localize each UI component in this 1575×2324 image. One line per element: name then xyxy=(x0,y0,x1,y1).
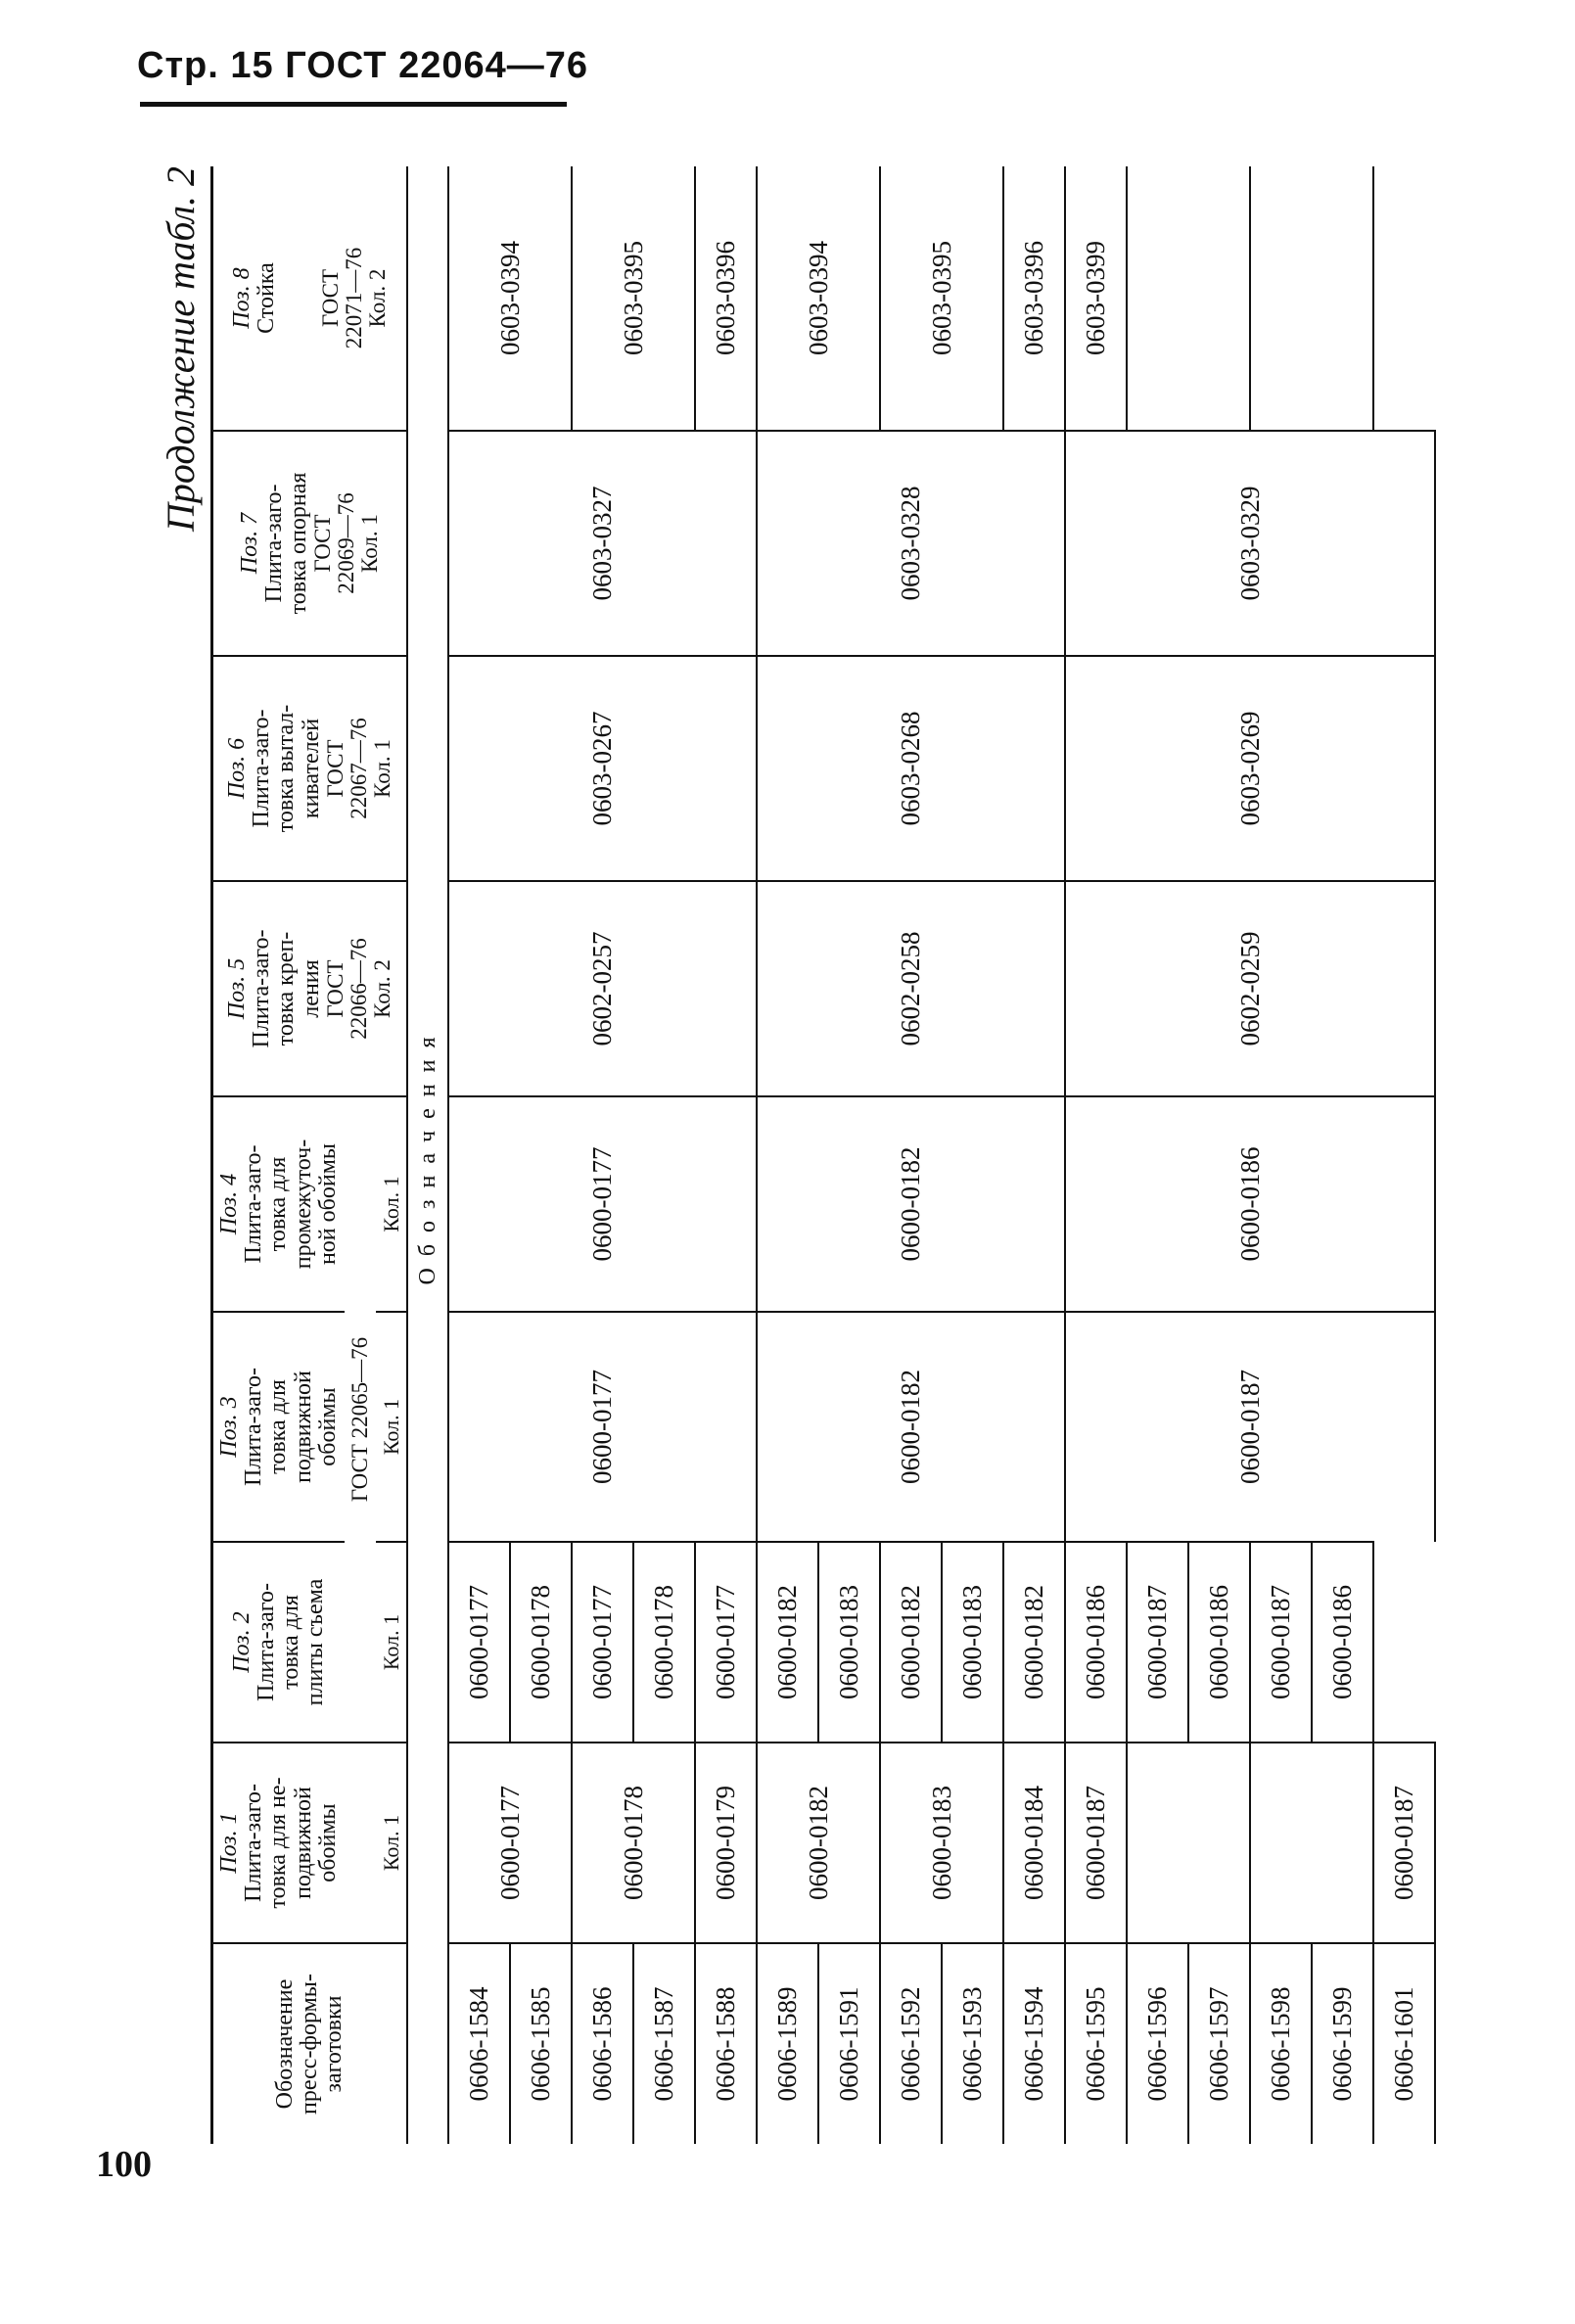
col-header-pos7: Поз. 7 Плита-заго- товка опорная ГОСТ 22069—76 Кол. 1 xyxy=(212,431,408,656)
table-row xyxy=(757,166,818,2144)
cell-pos8: 0603-0394 xyxy=(757,166,880,431)
kol-pos1: Кол. 1 xyxy=(376,1743,407,1943)
row-code: 0606-1601 xyxy=(1373,1943,1435,2144)
cell-pos8: 0603-0396 xyxy=(695,166,757,431)
kol-pos3: Кол. 1 xyxy=(376,1312,407,1542)
row-code: 0606-1594 xyxy=(1003,1943,1065,2144)
page-number: 100 xyxy=(96,2144,152,2185)
gost-22065: ГОСТ 22065—76 xyxy=(345,1096,376,1743)
cell-pos6: 0603-0269 xyxy=(1065,656,1435,881)
cell-pos1: 0600-0179 xyxy=(695,1743,757,1943)
cell-pos7: 0603-0328 xyxy=(757,431,1065,656)
cell-pos3: 0600-0187 xyxy=(1065,1312,1435,1542)
col-header-pos6: Поз. 6 Плита-заго- товка вытал- кивателей ГОСТ 22067—76 Кол. 1 xyxy=(212,656,408,881)
kol-pos2: Кол. 1 xyxy=(376,1542,407,1743)
cell-pos2: 0600-0183 xyxy=(942,1542,1003,1743)
cell-pos7: 0603-0327 xyxy=(448,431,757,656)
cell-pos4: 0600-0177 xyxy=(448,1096,757,1312)
spec-table xyxy=(210,166,1436,2144)
row-code: 0606-1589 xyxy=(757,1943,818,2144)
oboznacheniya-label: Обозначения xyxy=(407,166,448,2144)
col-header-pos5: Поз. 5 Плита-заго- товка креп- ления ГОСТ 22066—76 Кол. 2 xyxy=(212,881,408,1096)
cell-pos2: 0600-0183 xyxy=(818,1542,880,1743)
cell-pos2: 0600-0177 xyxy=(572,1542,633,1743)
cell-pos2: 0600-0186 xyxy=(1188,1542,1250,1743)
cell-pos1: 0600-0178 xyxy=(572,1743,695,1943)
cell-pos8 xyxy=(1250,166,1373,431)
row-code: 0606-1592 xyxy=(880,1943,942,2144)
cell-pos1 xyxy=(1250,1743,1373,1943)
cell-pos2: 0600-0182 xyxy=(1003,1542,1065,1743)
cell-pos8: 0603-0396 xyxy=(1003,166,1065,431)
rotated-table-area xyxy=(152,166,1503,2144)
row-code: 0606-1588 xyxy=(695,1943,757,2144)
cell-pos5: 0602-0259 xyxy=(1065,881,1435,1096)
cell-pos2: 0600-0182 xyxy=(880,1542,942,1743)
col-header-designation: Обозначение пресс-формы- заготовки xyxy=(212,1943,408,2144)
cell-pos7: 0603-0329 xyxy=(1065,431,1435,656)
row-code: 0606-1587 xyxy=(633,1943,695,2144)
cell-pos6: 0603-0268 xyxy=(757,656,1065,881)
cell-pos4: 0600-0182 xyxy=(757,1096,1065,1312)
cell-pos2: 0600-0177 xyxy=(448,1542,510,1743)
col-header-pos8: Поз. 8 Стойка ГОСТ 22071—76 Кол. 2 xyxy=(229,247,390,349)
cell-pos6: 0603-0267 xyxy=(448,656,757,881)
cell-pos3: 0600-0182 xyxy=(757,1312,1065,1542)
row-code: 0606-1598 xyxy=(1250,1943,1312,2144)
cell-pos1: 0600-0183 xyxy=(880,1743,1003,1943)
row-code: 0606-1586 xyxy=(572,1943,633,2144)
cell-pos8: 0603-0394 xyxy=(448,166,572,431)
col-header-pos1: Поз. 1 Плита-заго- товка для не- подвижной обоймы xyxy=(212,1743,345,1943)
cell-pos2: 0600-0186 xyxy=(1312,1542,1373,1743)
cell-pos8: 0603-0399 xyxy=(1065,166,1127,431)
row-code: 0606-1593 xyxy=(942,1943,1003,2144)
table-caption: Продолжение табл. 2 xyxy=(159,166,203,533)
col-header-pos3: Поз. 3 Плита-заго- товка для подвижной обоймы xyxy=(212,1312,345,1542)
cell-pos3: 0600-0177 xyxy=(448,1312,757,1542)
cell-pos5: 0602-0257 xyxy=(448,881,757,1096)
row-code: 0606-1596 xyxy=(1127,1943,1188,2144)
header-rule xyxy=(140,102,567,107)
cell-pos8 xyxy=(1127,166,1250,431)
cell-pos1: 0600-0177 xyxy=(448,1743,572,1943)
cell-pos2: 0600-0186 xyxy=(1065,1542,1127,1743)
cell-pos2: 0600-0178 xyxy=(633,1542,695,1743)
cell-pos5: 0602-0258 xyxy=(757,881,1065,1096)
kol-pos4: Кол. 1 xyxy=(376,1096,407,1312)
cell-pos2: 0600-0187 xyxy=(1127,1542,1188,1743)
table-body xyxy=(448,166,1435,2144)
cell-pos8: 0603-0395 xyxy=(880,166,1003,431)
row-code: 0606-1599 xyxy=(1312,1943,1373,2144)
row-code: 0606-1591 xyxy=(818,1943,880,2144)
row-code: 0606-1584 xyxy=(448,1943,510,2144)
table-row xyxy=(1065,166,1127,2144)
page-header: Стр. 15 ГОСТ 22064—76 xyxy=(137,45,589,86)
row-code: 0606-1595 xyxy=(1065,1943,1127,2144)
row-code: 0606-1585 xyxy=(510,1943,572,2144)
cell-pos2: 0600-0187 xyxy=(1250,1542,1312,1743)
col-header-pos2: Поз. 2 Плита-заго- товка для плиты съема xyxy=(212,1542,345,1743)
cell-pos2: 0600-0182 xyxy=(757,1542,818,1743)
table-row xyxy=(448,166,510,2144)
row-code: 0606-1597 xyxy=(1188,1943,1250,2144)
col-header-pos4: Поз. 4 Плита-заго- товка для промежуточ- ной обоймы xyxy=(212,1096,345,1312)
cell-pos4: 0600-0186 xyxy=(1065,1096,1435,1312)
cell-pos2: 0600-0187 xyxy=(1373,1743,1435,1943)
cell-pos8: 0603-0395 xyxy=(572,166,695,431)
cell-pos1 xyxy=(1127,1743,1250,1943)
cell-pos2: 0600-0178 xyxy=(510,1542,572,1743)
cell-pos2: 0600-0177 xyxy=(695,1542,757,1743)
cell-pos1: 0600-0184 xyxy=(1003,1743,1065,1943)
cell-pos1: 0600-0187 xyxy=(1065,1743,1127,1943)
cell-pos1: 0600-0182 xyxy=(757,1743,880,1943)
